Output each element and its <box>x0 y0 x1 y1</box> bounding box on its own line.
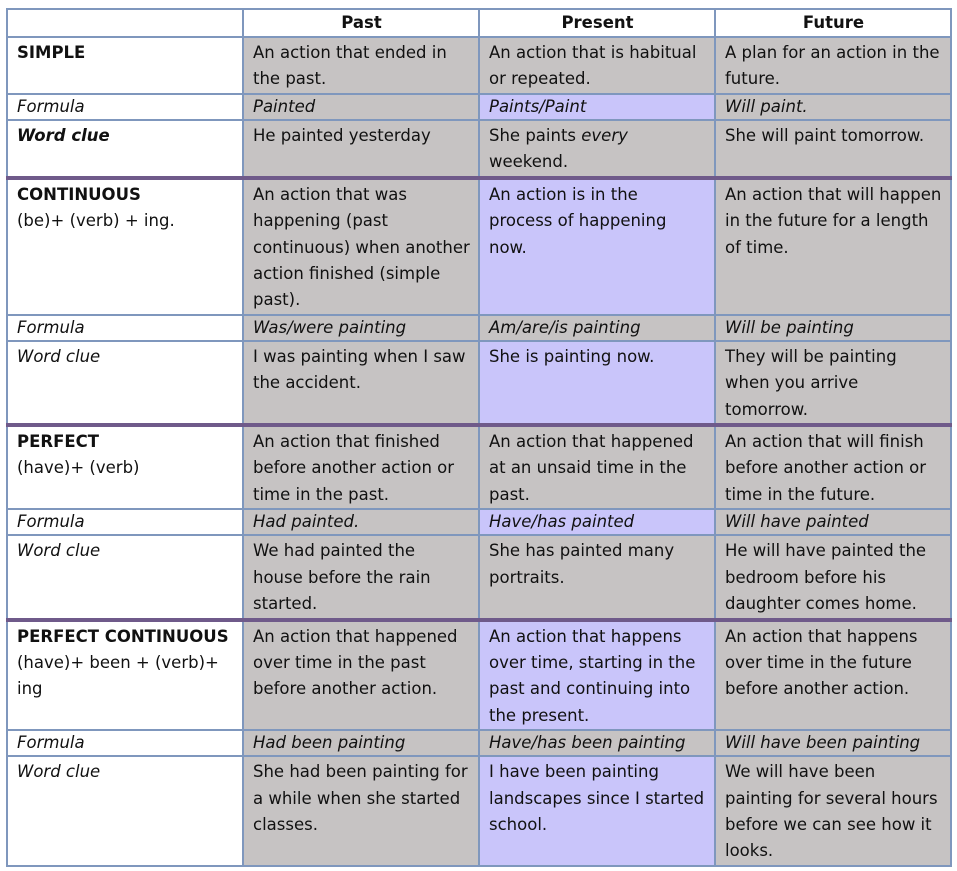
simple-future-description: A plan for an action in the future. <box>715 37 951 94</box>
perfect-description-row <box>7 425 951 509</box>
header-present: Present <box>479 9 715 37</box>
perfect-clue-label: Word clue <box>7 535 243 619</box>
continuous-past-description: An action that was happening (past continuous) when another action finished (simple past). <box>243 178 479 315</box>
simple-present-clue-emphasis: every <box>581 126 628 145</box>
simple-clue-row <box>7 120 951 178</box>
continuous-future-description: An action that will happen in the future for a length of time. <box>715 178 951 315</box>
perfect-future-description: An action that will finish before another action or time in the future. <box>715 425 951 509</box>
perfect-formula-row <box>7 509 951 535</box>
header-row <box>7 9 951 37</box>
continuous-title: CONTINUOUS <box>17 184 141 204</box>
simple-title: SIMPLE <box>17 43 86 62</box>
simple-present-clue-pre: She paints <box>489 126 582 145</box>
perfect-continuous-future-clue: We will have been painting for several hours before we can see how it looks. <box>715 756 951 866</box>
simple-present-clue-post: weekend. <box>489 152 569 172</box>
perfect-future-clue: He will have painted the bedroom before his daughter comes home. <box>715 535 951 619</box>
simple-future-clue: She will paint tomorrow. <box>715 120 951 178</box>
perfect-present-clue: She has painted many portraits. <box>479 535 715 619</box>
simple-present-clue <box>479 120 715 178</box>
perfect-future-formula: Will have painted <box>715 509 951 535</box>
continuous-present-formula: Am/are/is painting <box>479 315 715 341</box>
perfect-formula-label: Formula <box>7 509 243 535</box>
perfect-continuous-clue-label: Word clue <box>7 756 243 866</box>
tense-table-container <box>6 8 950 867</box>
header-past: Past <box>243 9 479 37</box>
simple-description-row <box>7 37 951 94</box>
perfect-clue-row <box>7 535 951 619</box>
perfect-continuous-clue-row <box>7 756 951 866</box>
perfect-past-description: An action that finished before another action or time in the past. <box>243 425 479 509</box>
simple-past-formula: Painted <box>243 94 479 120</box>
simple-formula-row <box>7 94 951 120</box>
continuous-future-clue: They will be painting when you arrive tomorrow. <box>715 341 951 425</box>
perfect-past-clue: We had painted the house before the rain started. <box>243 535 479 619</box>
perfect-title: PERFECT <box>17 432 99 452</box>
continuous-past-formula: Was/were painting <box>243 315 479 341</box>
perfect-continuous-future-formula: Will have been painting <box>715 730 951 756</box>
perfect-continuous-past-formula: Had been painting <box>243 730 479 756</box>
continuous-subtitle: (be)+ (verb) + ing. <box>17 211 175 231</box>
simple-past-clue: He painted yesterday <box>243 120 479 178</box>
perfect-continuous-past-clue: She had been painting for a while when she started classes. <box>243 756 479 866</box>
perfect-continuous-present-description: An action that happens over time, starting in the past and continuing into the present. <box>479 620 715 731</box>
continuous-present-description: An action is in the process of happening now. <box>479 178 715 315</box>
perfect-continuous-present-clue: I have been painting landscapes since I started school. <box>479 756 715 866</box>
continuous-past-clue: I was painting when I saw the accident. <box>243 341 479 425</box>
continuous-future-formula: Will be painting <box>715 315 951 341</box>
verb-tense-table <box>6 8 952 867</box>
perfect-continuous-past-description: An action that happened over time in the past before another action. <box>243 620 479 731</box>
simple-formula-label: Formula <box>7 94 243 120</box>
continuous-formula-label: Formula <box>7 315 243 341</box>
continuous-present-clue: She is painting now. <box>479 341 715 425</box>
simple-present-description: An action that is habitual or repeated. <box>479 37 715 94</box>
continuous-description-row <box>7 178 951 315</box>
continuous-clue-row <box>7 341 951 425</box>
perfect-continuous-title: PERFECT CONTINUOUS <box>17 626 229 646</box>
continuous-formula-row <box>7 315 951 341</box>
perfect-present-formula: Have/has painted <box>479 509 715 535</box>
simple-clue-label: Word clue <box>7 120 243 178</box>
continuous-label-cell <box>7 178 243 315</box>
perfect-continuous-future-description: An action that happens over time in the future before another action. <box>715 620 951 731</box>
header-future: Future <box>715 9 951 37</box>
perfect-past-formula: Had painted. <box>243 509 479 535</box>
perfect-continuous-formula-label: Formula <box>7 730 243 756</box>
perfect-continuous-formula-row <box>7 730 951 756</box>
perfect-continuous-present-formula: Have/has been painting <box>479 730 715 756</box>
perfect-continuous-subtitle: (have)+ been + (verb)+ ing <box>17 652 219 699</box>
perfect-present-description: An action that happened at an unsaid time in the past. <box>479 425 715 509</box>
simple-label-cell <box>7 37 243 94</box>
simple-present-formula: Paints/Paint <box>479 94 715 120</box>
continuous-clue-label: Word clue <box>7 341 243 425</box>
perfect-continuous-label-cell <box>7 620 243 731</box>
header-blank <box>7 9 243 37</box>
perfect-label-cell <box>7 425 243 509</box>
perfect-subtitle: (have)+ (verb) <box>17 458 140 478</box>
perfect-continuous-description-row <box>7 620 951 731</box>
simple-past-description: An action that ended in the past. <box>243 37 479 94</box>
simple-future-formula: Will paint. <box>715 94 951 120</box>
